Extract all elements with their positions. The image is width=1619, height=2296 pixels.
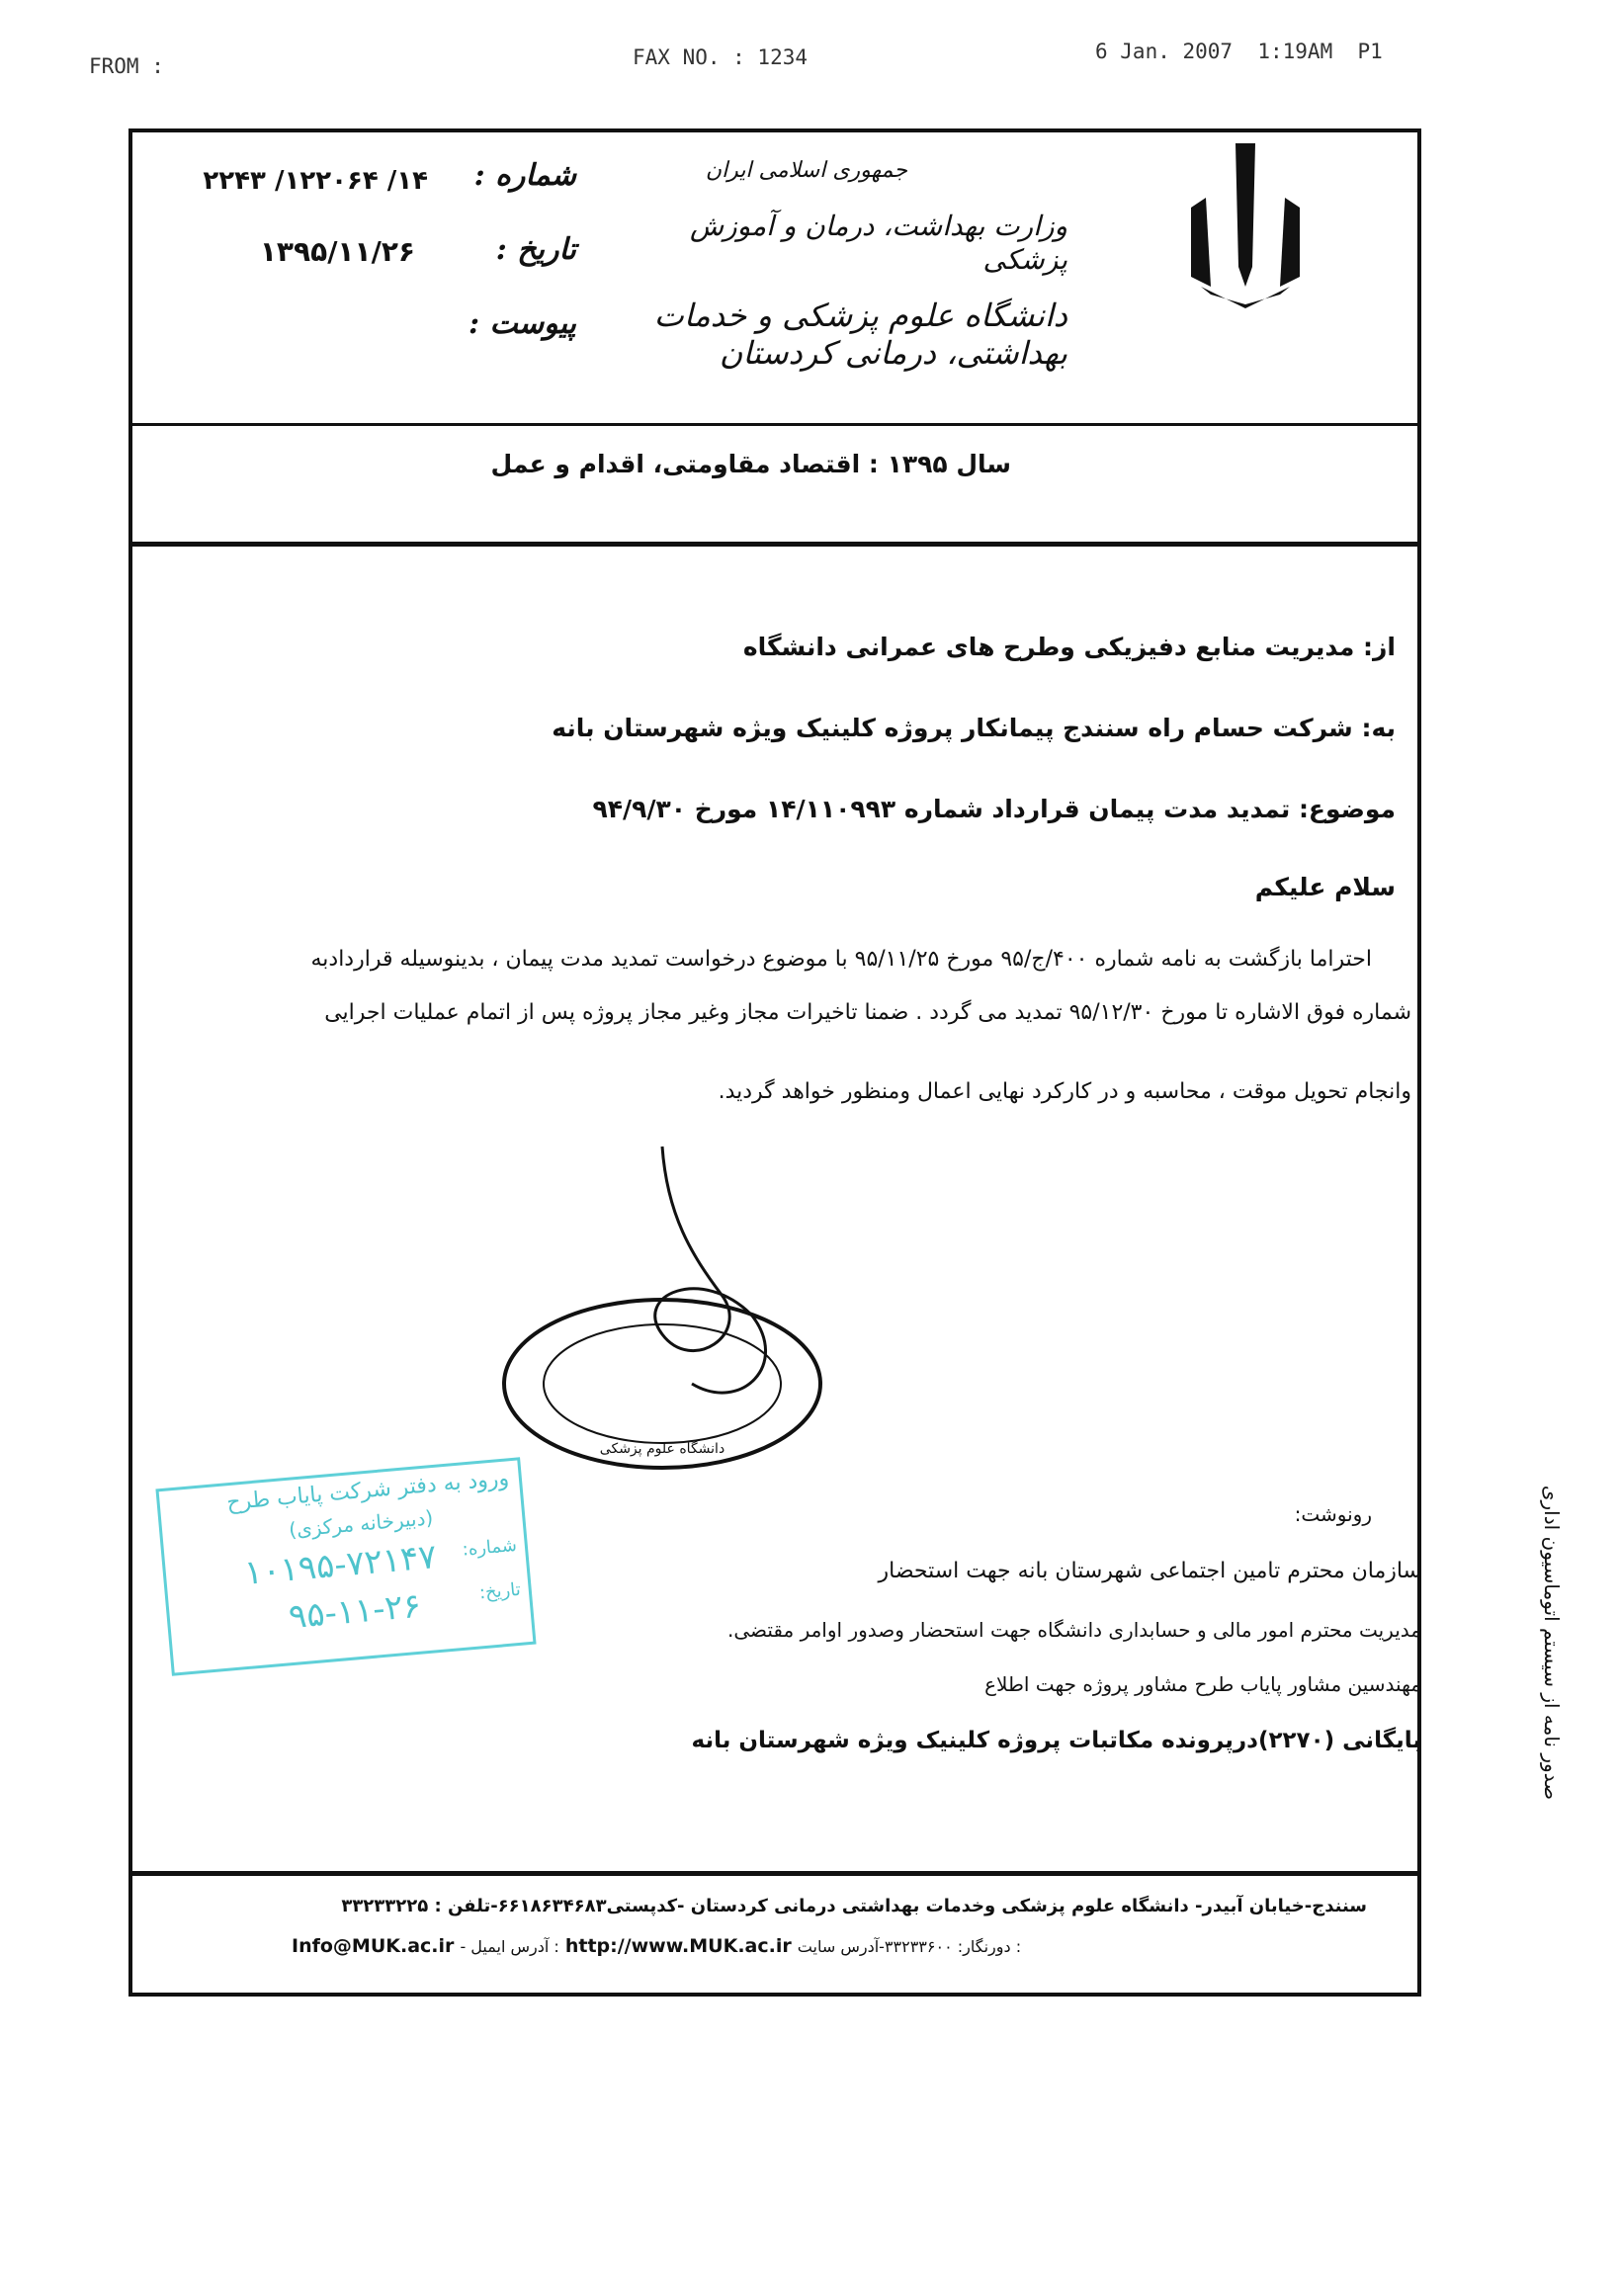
stamp-date-value: ۹۵-۱۱-۲۶ [287,1585,423,1638]
ministry-title: وزارت بهداشت، درمان و آموزش پزشکی [689,210,1067,276]
letter-frame [128,128,1421,1997]
footer-contact [292,1935,1021,1957]
university-title: دانشگاه علوم پزشکی و خدمات بهداشتی، درمانی کردستان [653,297,1067,373]
letter-to: به: شرکت حسام راه سنندج پیمانکار پروژه کلینیک ویژه شهرستان بانه [552,714,1396,742]
cc-item: مهندسین مشاور پایاب طرح مشاور پروژه جهت اطلاع [984,1672,1421,1696]
paragraph-line: شماره فوق الاشاره تا مورخ ۹۵/۱۲/۳۰ تمدید می گردد . ضمنا تاخیرات مجاز وغیر مجاز پروژه پس از اتمام عملیات اجرایی [324,1000,1411,1025]
cc-item: سازمان محترم تامین اجتماعی شهرستان بانه جهت استحضار [878,1559,1421,1583]
date-label: تاریخ : [495,232,576,267]
fax-number: FAX NO. : 1234 [633,45,809,69]
divider [132,542,1417,547]
stamp-number-value: ۱۰۱۹۵-۷۲۱۴۷ [242,1537,439,1593]
received-stamp [155,1457,536,1676]
university-logo-icon [1181,138,1310,311]
number-label: شماره : [473,158,576,193]
letter-subject: موضوع: تمدید مدت پیمان قرارداد شماره ۱۴/۱۱۰۹۹۳ مورخ ۹۴/۹/۳۰ [592,795,1396,823]
stamp-date-label: تاریخ: [478,1578,522,1604]
signature-seal-icon [494,1137,830,1483]
letter-from: از: مدیریت منابع دفیزیکی وطرح های عمرانی دانشگاه [742,633,1396,661]
divider [132,1871,1417,1876]
svg-text:دانشگاه علوم پزشکی: دانشگاه علوم پزشکی [599,1441,725,1457]
paragraph-line: وانجام تحویل موقت ، محاسبه و در کارکرد نهایی اعمال ومنظور خواهد گردید. [718,1079,1411,1104]
footer-website[interactable]: http://www.MUK.ac.ir [564,1935,792,1957]
footer-fax-label: دورنگار: ۳۳۲۳۳۶۰۰-آدرس سایت : [797,1937,1022,1956]
side-note: صدور نامه از سیستم اتوماسیون اداری [1540,1485,1564,1801]
year-slogan: سال ۱۳۹۵ : اقتصاد مقاومتی، اقدام و عمل [490,450,1011,478]
footer-email-label: - آدرس ایمیل : [460,1937,559,1956]
fax-from: FROM : [89,54,164,78]
divider [132,423,1417,426]
republic-title: جمهوری اسلامی ایران [705,158,907,183]
stamp-title: ورود به دفتر شرکت پایاب طرح [225,1466,510,1516]
stamp-subtitle: (دبیرخانه مرکزی) [288,1505,435,1542]
stamp-number-label: شماره: [461,1534,518,1561]
cc-label: رونوشت: [1294,1502,1372,1526]
fax-datetime: 6 Jan. 2007 1:19AM P1 [1095,40,1383,63]
attachment-label: پیوست : [468,306,576,341]
footer-address: سنندج-خیابان آبیدر- دانشگاه علوم پزشکی وخدمات بهداشتی درمانی کردستان -کدپستی۶۶۱۸۶۳۴۶۸۳-تلفن : ۳۳۲۳۳۲۲۵ [341,1896,1367,1916]
cc-item: بایگانی (۲۲۷۰)درپرونده مکاتبات پروژه کلینیک ویژه شهرستان بانه [691,1728,1421,1753]
footer-email[interactable]: Info@MUK.ac.ir [292,1935,455,1957]
cc-item: مدیریت محترم امور مالی و حسابداری دانشگاه جهت استحضار وصدور اوامر مقتضی. [726,1618,1421,1642]
paragraph-line: احتراما بازگشت به نامه شماره ۴۰۰/ج/۹۵ مورخ ۹۵/۱۱/۲۵ با موضوع درخواست تمدید مدت پیمان ، بدینوسیله قراردادبه [310,947,1372,972]
date-value: ۱۳۹۵/۱۱/۲۶ [259,235,415,268]
letter-greeting: سلام علیکم [1254,873,1396,901]
number-value: ۱۴/ ۱۲۲۰۶۴/ ۲۲۴۳ [203,166,428,196]
